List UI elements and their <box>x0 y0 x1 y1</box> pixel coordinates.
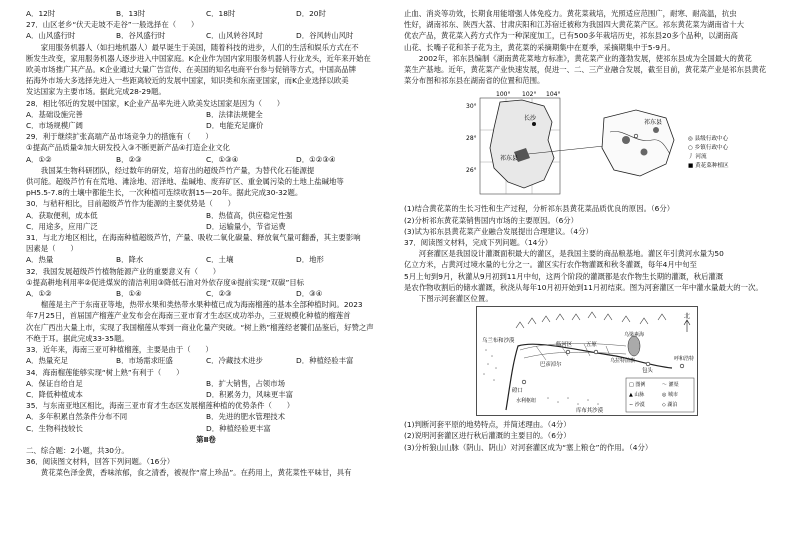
q30-option-c: C．用途多，应用广泛 <box>26 221 98 231</box>
q28-option-b: B．法律法规健全 <box>206 109 263 119</box>
legend-item: ⼃ 河流 <box>688 154 707 161</box>
q37-passage-line: 河套灌区是我国设计灌溉面积最大的灌区，是我国主要的商品粮基地。灌区年引黄河水量为50 <box>418 249 724 259</box>
legend-item: ◎ 城市 <box>662 392 678 399</box>
q37-passage-line: 下图示河套灌区位置。 <box>418 294 493 304</box>
legend-item: ▲ 山脉 <box>629 392 645 399</box>
q31-option-b: B．降水 <box>116 255 144 265</box>
q31-options <box>26 254 386 265</box>
dam-label: 水利枢纽 <box>516 398 537 405</box>
q36-passage-line: 性好，湖南祁东、陕西大荔、甘肃庆阳和江苏宿迁被称为我国四大黄花菜产区。祁东黄花菜为湖南省十大 <box>404 20 744 30</box>
q36-passage-line: 菜分布图和祁东县在湖南省的位置和范围。 <box>404 76 545 86</box>
desert-label: 乌兰布和沙漠 <box>482 338 515 345</box>
city-label: 临河区 <box>556 342 573 349</box>
q33-options <box>26 355 386 366</box>
map1-lon-label: 104° <box>546 91 561 99</box>
q28-stem: 28．相比邻近的发展中国家，K企业产品率先进入欧美发达国家是因为（ ） <box>26 98 285 108</box>
q36-passage-line: 菜生产基地。近年，黄花菜产业快速发展，促进一、二、三产业融合发展，截至目前，黄花菜产业是祁东县黄花 <box>404 65 767 75</box>
q27-option-d: D．谷风转山风时 <box>296 31 354 41</box>
q30-option-b: B．热值高，供应稳定性强 <box>206 210 293 220</box>
q35-stem: 35．与东南亚地区相比，海南三亚市育才生态区发展榴莲种植的优势条件（ ） <box>26 401 295 411</box>
q36-sub2: (2)分析祁东黄花菜销售国内市场的主要原因。（6分） <box>404 215 579 225</box>
q34-option-a: A．保证自给自足 <box>26 378 83 388</box>
q36-sub1: (1)结合黄花菜的生长习性和生产过程，分析祁东县黄花菜品质优良的原因。（6分） <box>404 204 675 214</box>
legend-item: ■ 黄花菜种植区 <box>688 163 729 170</box>
q33-option-b: B．市场需求旺盛 <box>116 356 173 366</box>
legend-item: □ 图例 <box>629 382 646 389</box>
wuliangsuhai-lake <box>628 336 640 356</box>
q37-passage-line: 亿立方米，占黄河过境水量的七分之一。灌区实行农作物灌溉和秋冬灌溉，每年4月中旬至 <box>404 260 697 270</box>
q36-passage-start: 黄花菜色泽金黄，香味浓郁，食之清香，被视作“席上珍品”。在药用上，黄花菜性平味甘，具有 <box>40 468 352 478</box>
q37-passage-line: 是农作物收割后的储水灌溉，秋浇从每年10月初开始到11月初结束。图为河套灌区一年中灌水量最大的一次。 <box>404 282 763 292</box>
q32-options <box>26 288 386 299</box>
q26-option-c: C．18时 <box>206 9 236 18</box>
q34-stem: 34．海南榴莲能够实现“树上熟”有利于（ ） <box>26 367 184 377</box>
passage3-line: 不绝于耳。据此完成33-35题。 <box>26 333 129 343</box>
passage1-line: 拓海外市场大多选择先进入一些距离较近的发展中国家，知识类和东南亚国家，而K企业选择以欧美 <box>26 76 349 86</box>
city-label: 乌拉特前旗 <box>610 358 636 365</box>
q36-stem: 36．阅读图文材料，回答下列问题。（16分） <box>26 457 175 467</box>
q36-passage-line: 优农产品，黄花菜入药方式作为一种深度加工，已有500多年栽培历史，祁东县20多个品种，以湖南高 <box>404 31 738 41</box>
city-marker <box>566 350 570 354</box>
qidong-zoom-outline <box>602 110 674 176</box>
q31-option-d: D．地形 <box>296 255 324 265</box>
q34-option-c: C．降低种植成本 <box>26 389 83 399</box>
hunan-outline <box>490 100 554 188</box>
q29-option-d: D．①②③④ <box>296 154 336 164</box>
city-label: 呼和浩特 <box>674 356 695 363</box>
growing-area <box>653 127 659 133</box>
q30-stem: 30．与秸秆相比，目前超级芦竹作为能源的主要优势是（ ） <box>26 199 235 209</box>
q29-option-c: C．①③④ <box>206 154 239 164</box>
q28-options <box>26 109 386 131</box>
qidong-zoom-label: 祁东县 <box>644 119 663 127</box>
q26-option-b: B．13时 <box>116 9 146 18</box>
passage1-line: 发达国家为主要市场。据此完成28-29题。 <box>26 87 166 97</box>
passage3-line: 榴莲是主产于东南亚等地，热带水果和类热带水果种植已成为海南榴莲的基本全部种植时间。2023 <box>40 300 363 310</box>
legend-item: ∼ 沙漠 <box>629 402 645 409</box>
growing-area <box>622 136 630 144</box>
city-marker <box>680 364 684 368</box>
q31-stem-tail: 因素是（ ） <box>26 244 78 254</box>
q27-option-a: A．山风盛行时 <box>26 31 76 41</box>
q28-option-a: A．基础设施完善 <box>26 109 83 119</box>
q30-options <box>26 210 386 232</box>
q26-option-d: D．20时 <box>296 9 326 18</box>
q30-option-a: A．获取便利，成本低 <box>26 210 98 220</box>
changsha-label: 长沙 <box>524 115 537 123</box>
hetao-map-figure <box>476 306 770 416</box>
qidong-map <box>404 88 770 200</box>
q34-option-d: D．积累务力，风味更丰富 <box>206 389 293 399</box>
q35-option-c: C．生物科技较长 <box>26 423 83 433</box>
q36-passage-line: 止血、消炎等功效，长期食用能增强人体免疫力。黄花菜栽培，光照适应范围广，耐寒、耐高温，抗虫 <box>404 9 737 18</box>
q37-passage-line: 5月上旬到9月，秋灌从9月初到11月中旬，这两个阶段的灌溉都是农作物生长期的灌溉，秋后灌溉 <box>404 271 724 281</box>
q29-options <box>26 154 386 165</box>
q27-option-c: C．山风转谷风时 <box>206 31 263 41</box>
q29-option-a: A．①② <box>26 154 52 164</box>
city-label: 磴口 <box>512 388 523 395</box>
passage1-line: 欧美市场推广其产品。K企业通过大量广告宣传、在美国的知名电商平台参与促销等方式，中国高品牌 <box>26 65 357 75</box>
q31-option-a: A．热量 <box>26 255 54 265</box>
qidong-map-figure <box>404 88 770 200</box>
growing-area <box>641 149 648 156</box>
q27-options <box>26 30 386 41</box>
volume-2-heading: 第Ⅱ卷 <box>196 434 216 444</box>
map1-lat-label: 28° <box>466 135 477 143</box>
q32-option-c: C．②③ <box>206 289 232 299</box>
q30-option-d: D．运输量小，节省运费 <box>206 221 286 231</box>
passage2-line: 我国某生物科研团队，经过数年的研发，培育出的超级芦竹产量，为替代化石能源提 <box>40 165 315 175</box>
q26-options <box>26 8 386 19</box>
city-marker <box>646 362 650 366</box>
passage3-line: 次在广西出大量上市，实现了我国榴莲从零到一商业化量产突破。“树上熟”榴莲经老饕们品鉴后，好赞之声 <box>26 322 374 332</box>
q36-sub3: (3)试为祁东县黄花菜产业融合发展提出合理建议。（4分） <box>404 226 593 236</box>
q37-stem: 37．阅读图文材料，完成下列问题。（14分） <box>404 238 553 248</box>
q34-option-b: B．扩大销售，占领市场 <box>206 378 285 388</box>
q27-option-b: B．谷风盛行时 <box>116 31 166 41</box>
changsha-marker <box>532 122 536 126</box>
q35-option-b: B．先进的肥水管理技术 <box>206 412 285 422</box>
passage1-line: 断发生改变，家用服务机器人逐步进入中国家庭。K企业作为国内家用服务机器人行业龙头，近年来开始在 <box>26 53 371 63</box>
q35-option-a: A．多年积累自然条件分布不同 <box>26 412 128 422</box>
map1-lon-label: 100° <box>496 91 511 99</box>
hetao-map <box>476 306 698 416</box>
legend-item: ◇ 湖泊 <box>662 402 678 409</box>
q32-stem: 32．我国发展超级芦竹植物能源产业的重要意义有（ ） <box>26 266 221 276</box>
city-marker <box>522 380 526 384</box>
north-arrow-label: 北 <box>684 313 691 321</box>
q28-option-d: D．电能充足廉价 <box>206 121 264 131</box>
q33-option-d: D．种植经验丰富 <box>296 356 354 366</box>
city-marker <box>594 350 598 354</box>
q29-items: ①提高产品质量②加大研发投入③不断更新产品④打造企业文化 <box>26 143 230 153</box>
legend-item: ○ 乡镇行政中心 <box>688 145 729 152</box>
passage3-line: 年7月25日，首届国产榴莲产业发布会在海南三亚市育才生态区成功举办，三亚规模化种植的榴莲首 <box>26 311 351 321</box>
q32-option-a: A．①② <box>26 289 52 299</box>
q29-option-b: B．②③ <box>116 154 142 164</box>
map1-lon-label: 102° <box>522 91 537 99</box>
left-column <box>26 8 386 479</box>
q31-option-c: C．土壤 <box>206 255 234 265</box>
legend-item: ～ 灌渠 <box>662 382 679 389</box>
q29-stem: 29．利于继续扩张高端产品市场竞争力的措施有（ ） <box>26 132 213 142</box>
qidong-label: 祁东县 <box>500 155 519 163</box>
city-label: 包头 <box>642 368 653 375</box>
lake-label: 乌梁素海 <box>624 332 645 339</box>
q34-options <box>26 378 386 400</box>
q32-option-b: B．①④ <box>116 289 142 299</box>
map1-lat-label: 30° <box>466 103 477 111</box>
county-center-marker <box>634 135 638 139</box>
q28-option-c: C．市场规模广阔 <box>26 121 83 131</box>
passage1-line: 家用服务机器人（如扫地机器人）最早诞生于美国，随着科技的进步，人们的生活和娱乐方式在不 <box>40 42 359 52</box>
q33-option-c: C．冷藏技术进步 <box>206 356 263 366</box>
city-label: 五原 <box>586 342 597 349</box>
q31-stem: 31．与北方地区相比，在海南种植超级芦竹，产量、吸收二氧化碳量、释放氧气量可翻番，其主要影响 <box>26 233 361 243</box>
q33-option-a: A．热量充足 <box>26 356 69 366</box>
passage2-line: pH5.5-7.8的土壤中都能生长，一次种植可连续收割15—20年。据此完成30-32题。 <box>26 188 303 198</box>
map1-lat-label: 26° <box>466 167 477 175</box>
q32-items: ①提高耕地利用率②促进煤炭的清洁利用③降低石油对外依存度④提前实现“双碳”目标 <box>26 277 305 287</box>
q35-options <box>26 411 386 433</box>
q26-option-a: A．12时 <box>26 9 56 18</box>
q27-stem: 27．山区老乡“伏天走坡不走谷”一般选择在（ ） <box>26 20 199 30</box>
passage2-line: 供可能。超级芦竹有在荒地、滩涂地、沼泽地、盐碱地、废弃矿区、重金属污染的土地上盐碱地等 <box>26 177 344 187</box>
q33-stem: 33．近年来，海南三亚可种植榴莲，主要是由于（ ） <box>26 345 213 355</box>
q37-sub2: (2)说明河套灌区进行秋后灌溉的主要目的。（6分） <box>404 431 571 441</box>
section-2-heading: 二、综合题：2小题，共30分。 <box>26 445 129 455</box>
q37-sub3: (3)分析狼山山脉（阴山、阴山）对河套灌区成为“塞上粮仓”的作用。（4分） <box>404 442 653 452</box>
region-label: 巴彦淖尔 <box>540 362 562 369</box>
q37-sub1: (1)判断河套平原的地势特点，并简述理由。（4分） <box>404 420 571 430</box>
q36-passage-line: 2002年，祁东县编制《湖南黄花菜地方标准》，黄花菜产业的蓬勃发展，使祁东县成为全国最大的黄花 <box>418 53 752 63</box>
desert-label: 库布其沙漠 <box>576 408 603 415</box>
q35-option-d: D．种植经验更丰富 <box>206 423 271 433</box>
q32-option-d: D．③④ <box>296 289 323 299</box>
legend-item: ◎ 县级行政中心 <box>688 136 729 143</box>
q36-passage-line: 山花、长嘴子花和茶子花为主，黄花菜的采摘期集中在夏季，采摘期集中于5-9月。 <box>404 42 675 52</box>
right-column <box>404 8 770 453</box>
